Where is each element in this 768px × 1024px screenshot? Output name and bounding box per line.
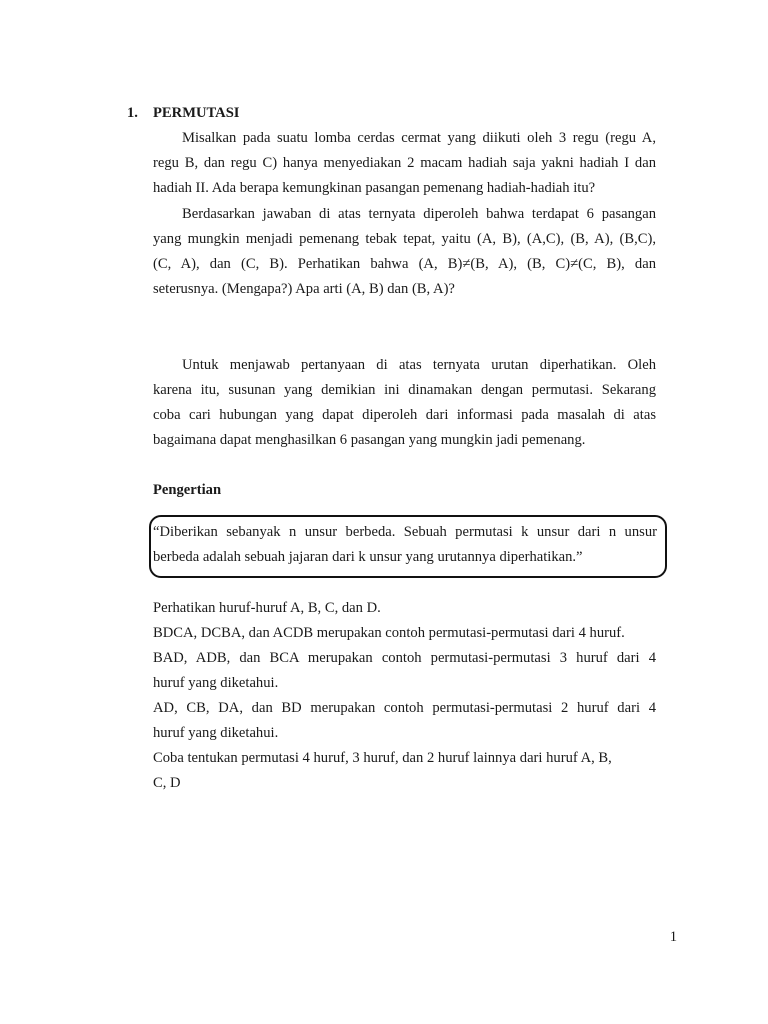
paragraph-line: Berdasarkan jawaban di atas ternyata diperoleh bahwa terdapat 6 pasangan: [182, 206, 656, 222]
paragraph-line: coba cari hubungan yang dapat diperoleh dari informasi pada masalah di atas: [153, 407, 656, 423]
paragraph-line: (C, A), dan (C, B). Perhatikan bahwa (A, B)≠(B, A), (B, C)≠(C, B), dan: [153, 256, 656, 272]
paragraph-line: bagaimana dapat menghasilkan 6 pasangan yang mungkin jadi pemenang.: [153, 432, 586, 448]
example-line: huruf yang diketahui.: [153, 675, 279, 691]
paragraph-line: seterusnya. (Mengapa?) Apa arti (A, B) dan (B, A)?: [153, 281, 455, 297]
paragraph-line: hadiah II. Ada berapa kemungkinan pasangan pemenang hadiah-hadiah itu?: [153, 180, 596, 196]
section-number: 1.: [127, 105, 138, 121]
definition-line: berbeda adalah sebuah jajaran dari k unsur yang urutannya diperhatikan.”: [153, 549, 583, 565]
page-number: 1: [669, 929, 677, 945]
paragraph-line: yang mungkin menjadi pemenang tebak tepat, yaitu (A, B), (A,C), (B, A), (B,C),: [153, 231, 656, 247]
example-line: BAD, ADB, dan BCA merupakan contoh permutasi-permutasi 3 huruf dari 4: [153, 650, 656, 666]
definition-line: “Diberikan sebanyak n unsur berbeda. Sebuah permutasi k unsur dari n unsur: [153, 524, 657, 540]
paragraph-line: Misalkan pada suatu lomba cerdas cermat yang diikuti oleh 3 regu (regu A,: [182, 130, 656, 146]
paragraph-line: regu B, dan regu C) hanya menyediakan 2 macam hadiah saja yakni hadiah I dan: [153, 155, 656, 171]
example-line: C, D: [153, 775, 181, 791]
example-line: huruf yang diketahui.: [153, 725, 279, 741]
paragraph-line: Untuk menjawab pertanyaan di atas ternyata urutan diperhatikan. Oleh: [182, 357, 656, 373]
section-title: PERMUTASI: [153, 105, 240, 121]
paragraph-line: karena itu, susunan yang demikian ini dinamakan dengan permutasi. Sekarang: [153, 382, 656, 398]
example-line: AD, CB, DA, dan BD merupakan contoh permutasi-permutasi 2 huruf dari 4: [153, 700, 656, 716]
definition-heading: Pengertian: [153, 482, 222, 498]
example-line: Coba tentukan permutasi 4 huruf, 3 huruf, dan 2 huruf lainnya dari huruf A, B,: [153, 750, 612, 766]
example-line: Perhatikan huruf-huruf A, B, C, dan D.: [153, 600, 381, 616]
example-line: BDCA, DCBA, dan ACDB merupakan contoh permutasi-permutasi dari 4 huruf.: [153, 625, 625, 641]
